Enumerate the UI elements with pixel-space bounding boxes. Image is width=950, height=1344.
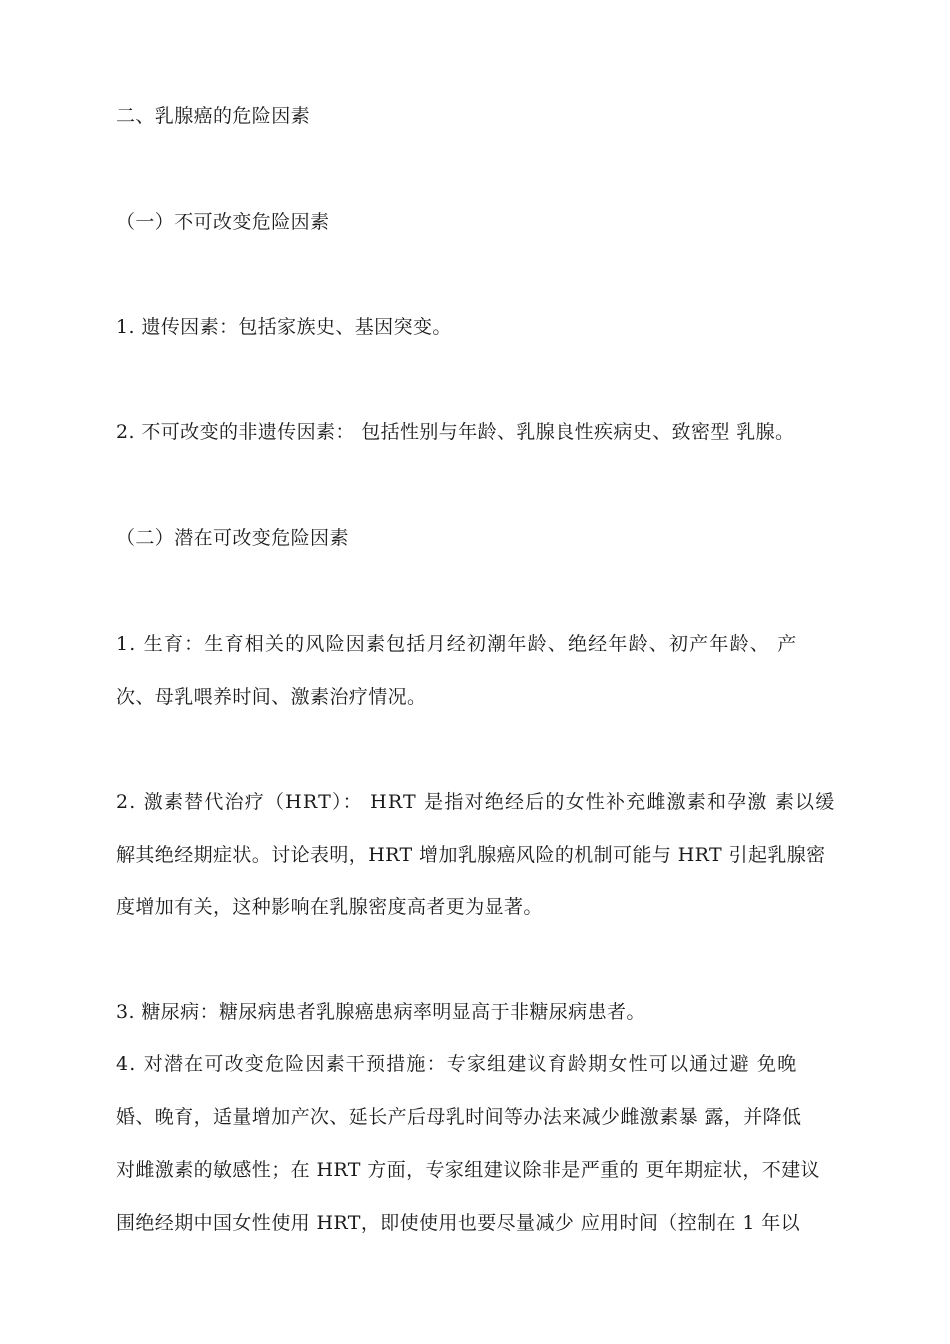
paragraph-hrt-line-2: 解其绝经期症状。讨论表明，HRT 增加乳腺癌风险的机制可能与 HRT 引起乳腺密 [116, 844, 826, 866]
paragraph-diabetes: 3. 糖尿病：糖尿病患者乳腺癌患病率明显高于非糖尿病患者。 [116, 1001, 646, 1023]
paragraph-hrt-line-3: 度增加有关，这种影响在乳腺密度高者更为显著。 [116, 896, 543, 918]
paragraph-non-genetic-factors: 2. 不可改变的非遗传因素： 包括性别与年龄、乳腺良性疾病史、致密型 乳腺。 [116, 421, 795, 443]
paragraph-fertility-line-1: 1. 生育：生育相关的风险因素包括月经初潮年龄、绝经年龄、初产年龄、 产 [116, 633, 798, 655]
subsection-heading-1: （一）不可改变危险因素 [116, 211, 330, 233]
paragraph-fertility-line-2: 次、母乳喂养时间、激素治疗情况。 [116, 686, 427, 708]
paragraph-intervention-line-1: 4. 对潜在可改变危险因素干预措施：专家组建议育龄期女性可以通过避 免晚 [116, 1053, 798, 1075]
paragraph-intervention-line-4: 围绝经期中国女性使用 HRT，即使使用也要尽量减少 应用时间（控制在 1 年以 [116, 1212, 801, 1234]
subsection-heading-2: （二）潜在可改变危险因素 [116, 527, 349, 549]
paragraph-intervention-line-2: 婚、晚育，适量增加产次、延长产后母乳时间等办法来减少雌激素暴 露，并降低 [116, 1106, 802, 1128]
section-heading: 二、乳腺癌的危险因素 [116, 105, 311, 127]
paragraph-intervention-line-3: 对雌激素的敏感性；在 HRT 方面，专家组建议除非是严重的 更年期症状，不建议 [116, 1159, 820, 1181]
paragraph-hrt-line-1: 2. 激素替代治疗（HRT）： HRT 是指对绝经后的女性补充雌激素和孕激 素以缓 [116, 791, 836, 813]
paragraph-genetic-factors: 1. 遗传因素：包括家族史、基因突变。 [116, 316, 452, 338]
